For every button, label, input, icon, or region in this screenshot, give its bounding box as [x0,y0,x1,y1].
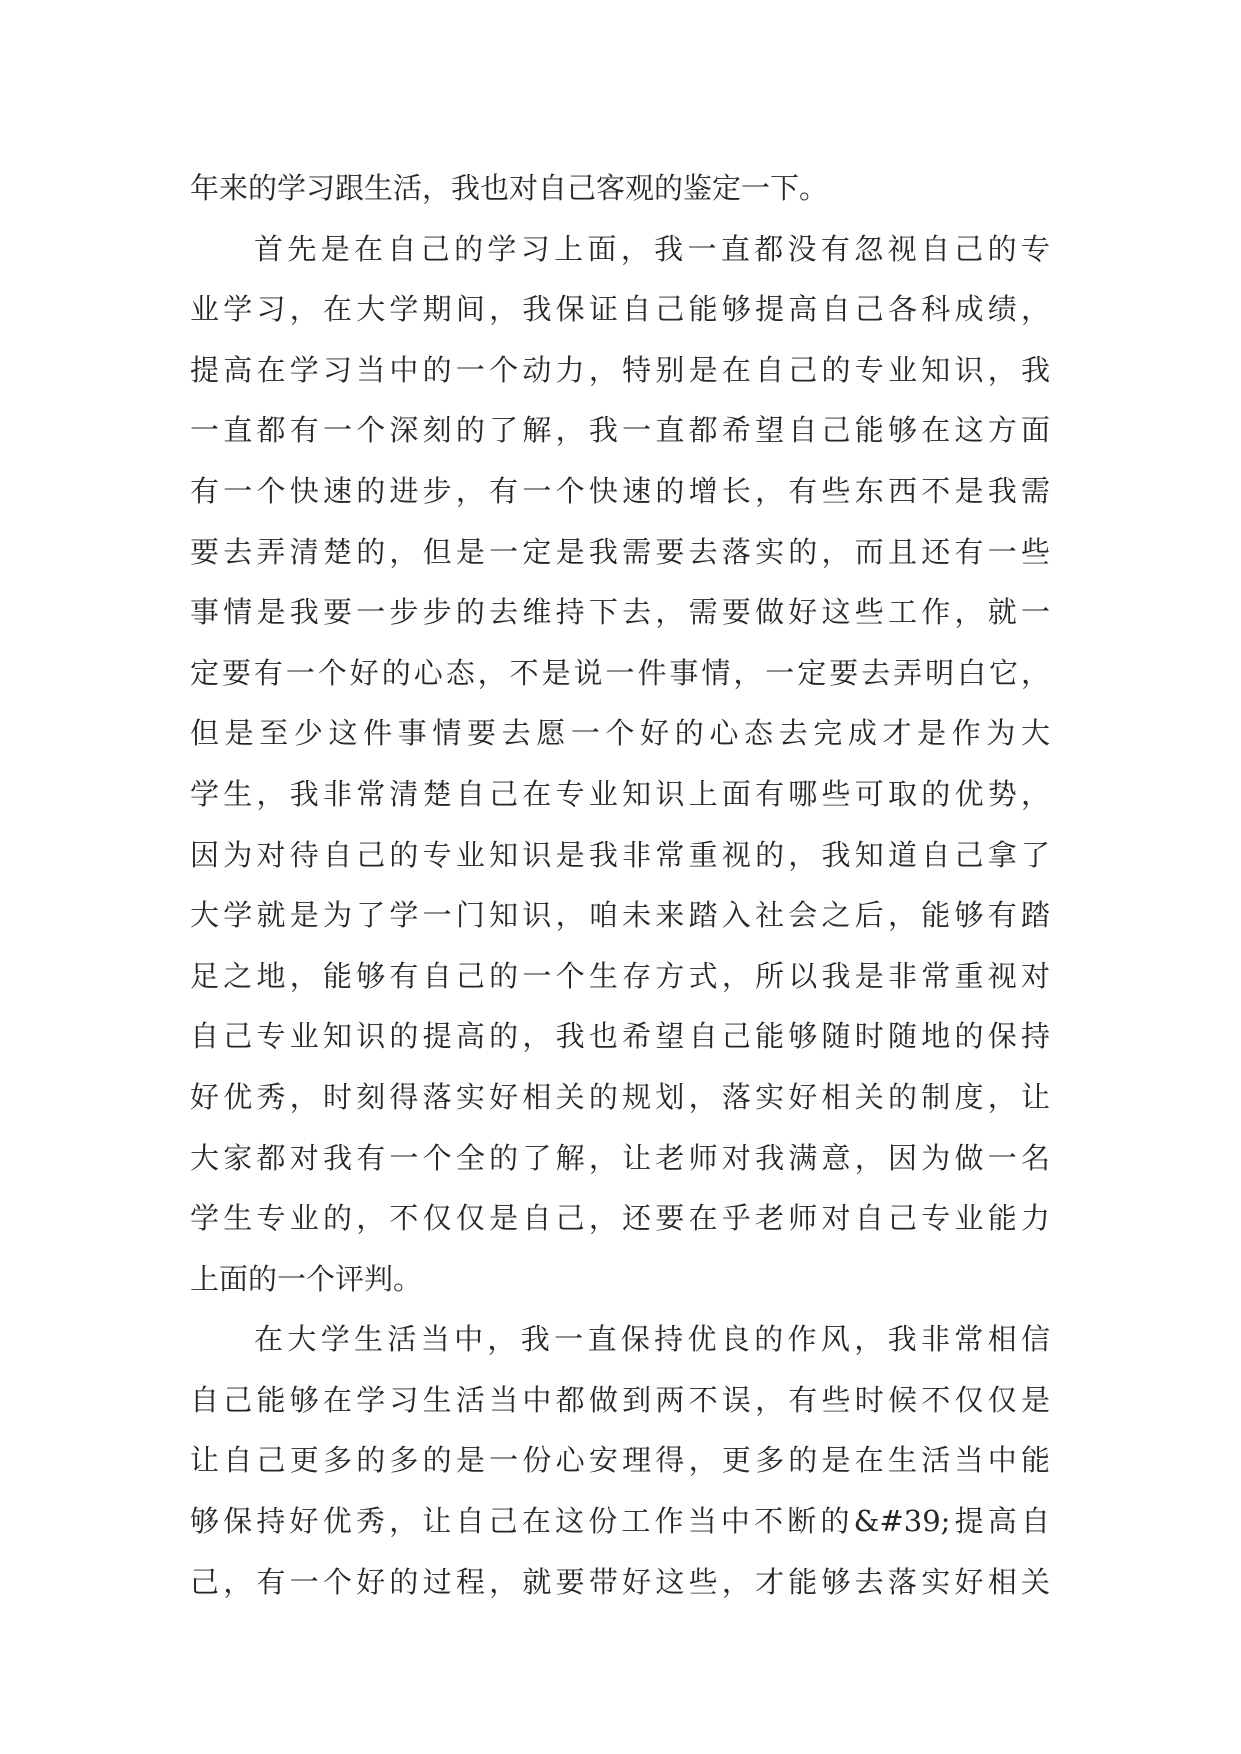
text-line: 定要有一个好的心态，不是说一件事情，一定要去弄明白它， [190,655,1050,690]
text-line: 好优秀，时刻得落实好相关的规划，落实好相关的制度，让 [190,1079,1050,1114]
text-line: 自己能够在学习生活当中都做到两不误，有些时候不仅仅是 [190,1382,1050,1417]
text-line: 提高在学习当中的一个动力，特别是在自己的专业知识，我 [190,352,1050,387]
paragraph-first-line: 首先是在自己的学习上面，我一直都没有忽视自己的专 [254,231,1050,266]
text-line: 己，有一个好的过程，就要带好这些，才能够去落实好相关 [190,1564,1050,1599]
text-line: 够保持好优秀，让自己在这份工作当中不断的&#39;提高自 [190,1504,1050,1539]
text-line: 让自己更多的多的是一份心安理得，更多的是在生活当中能 [190,1443,1050,1478]
text-line: 业学习，在大学期间，我保证自己能够提高自己各科成绩， [190,292,1050,327]
text-line: 事情是我要一步步的去维持下去，需要做好这些工作，就一 [190,595,1050,630]
paragraph-first-line: 在大学生活当中，我一直保持优良的作风，我非常相信 [254,1322,1050,1357]
text-line: 一直都有一个深刻的了解，我一直都希望自己能够在这方面 [190,413,1050,448]
text-line: 大学就是为了学一门知识，咱未来踏入社会之后，能够有踏 [190,898,1050,933]
text-line: 有一个快速的进步，有一个快速的增长，有些东西不是我需 [190,473,1050,508]
text-line: 自己专业知识的提高的，我也希望自己能够随时随地的保持 [190,1019,1050,1054]
text-line: 足之地，能够有自己的一个生存方式，所以我是非常重视对 [190,958,1050,993]
text-line: 但是至少这件事情要去愿一个好的心态去完成才是作为大 [190,716,1050,751]
text-line: 年来的学习跟生活，我也对自己客观的鉴定一下。 [190,171,829,205]
text-line: 因为对待自己的专业知识是我非常重视的，我知道自己拿了 [190,837,1050,872]
text-line: 学生专业的，不仅仅是自己，还要在乎老师对自己专业能力 [190,1201,1050,1236]
text-line: 要去弄清楚的，但是一定是我需要去落实的，而且还有一些 [190,534,1050,569]
text-line: 上面的一个评判。 [190,1261,423,1296]
text-line: 学生，我非常清楚自己在专业知识上面有哪些可取的优势， [190,776,1050,811]
text-line: 大家都对我有一个全的了解，让老师对我满意，因为做一名 [190,1140,1050,1175]
document-body [190,158,1050,1612]
